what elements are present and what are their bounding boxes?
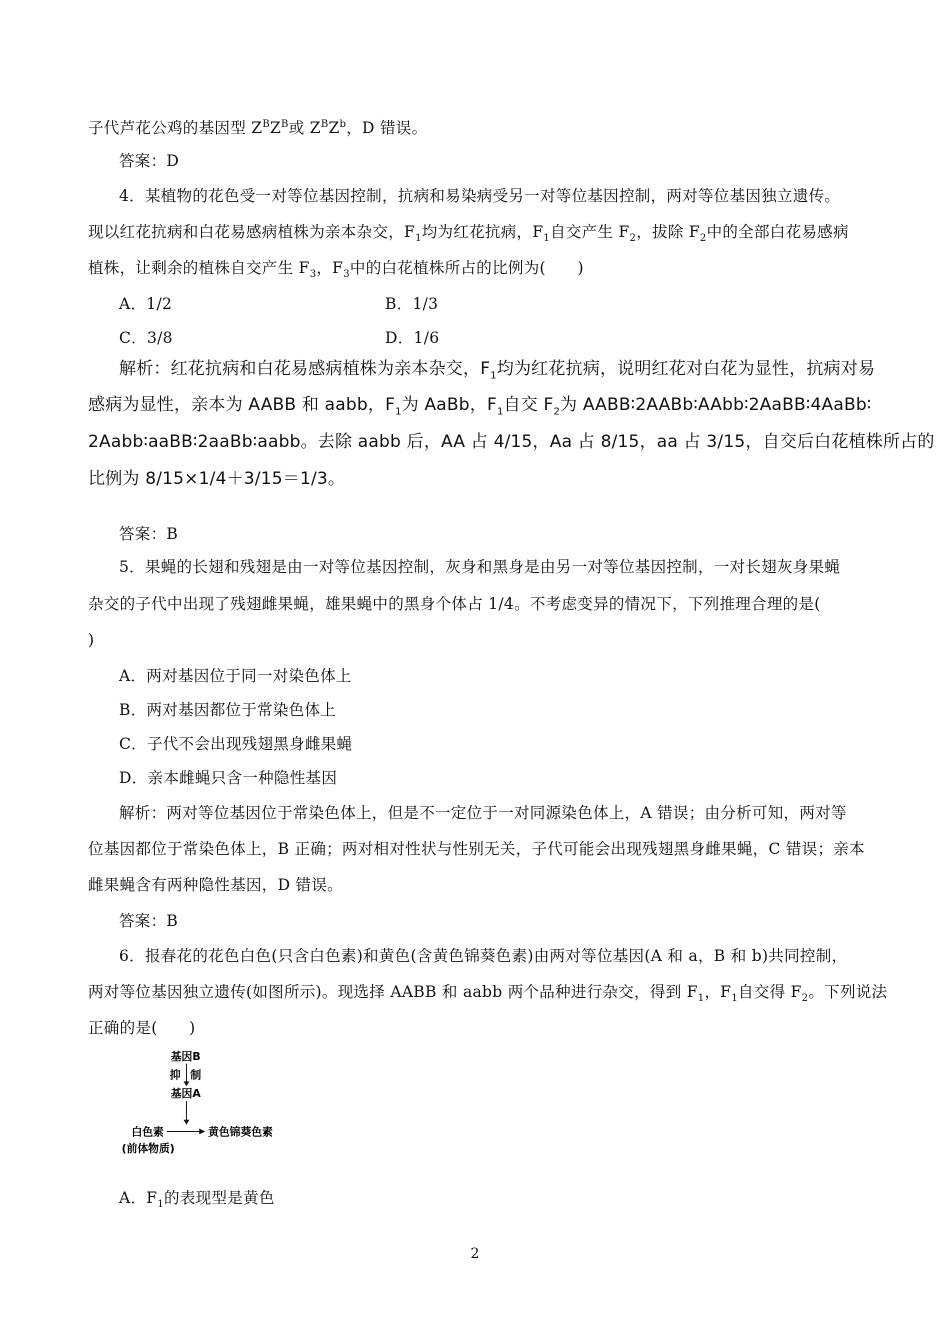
q6-stem-line-1: 6．报春花的花色白色(只含白色素)和黄色(含黄色锦葵色素)由两对等位基因(A 和 a，B 和 b)共同控制，: [119, 947, 848, 965]
q5-option-a: A．两对基因位于同一对染色体上: [119, 667, 352, 685]
q5-explanation-line-1: 解析：两对等位基因位于常染色体上，但是不一定位于一对同源染色体上，A 错误；由分析可知，两对等: [119, 804, 847, 822]
q4-answer: 答案：B: [119, 525, 179, 543]
q5-stem-line-2: 杂交的子代中出现了残翅雌果蝇，雄果蝇中的黑身个体占 1/4。不考虑变异的情况下，下列推理合理的是(: [88, 595, 821, 613]
q6-option-a: A．$F_1$的表现型是黄色: [119, 1189, 275, 1211]
q5-stem-line-1: 5．果蝇的长翅和残翅是由一对等位基因控制，灰身和黑身是由另一对等位基因控制，一对长翅灰身果蝇: [119, 558, 841, 576]
yellow-pigment-label: 黄色锦葵色素: [208, 1125, 273, 1139]
catalyze-arrowhead: [184, 1120, 190, 1125]
q4-explanation-line-4: 比例为 8/15×1/4＋3/15＝1/3。: [88, 469, 346, 489]
gene-b-label: 基因B: [170, 1049, 201, 1063]
pathway-diagram: [112, 1048, 312, 1158]
q5-explanation-line-3: 雌果蝇含有两种隐性基因，D 错误。: [88, 876, 343, 894]
q5-option-b: B．两对基因都位于常染色体上: [119, 701, 337, 719]
q6-stem-line-2: 两对等位基因独立遗传(如图所示)。现选择 AABB 和 aabb 两个品种进行杂交，得到 $F_1$，$F_1$自交得 $F_2$。下列说法: [88, 983, 888, 1005]
inhibit-label-1: 抑: [169, 1068, 181, 1082]
q4-option-a: A．1/2: [119, 295, 173, 313]
q5-explanation-line-2: 位基因都位于常染色体上，B 正确；两对相对性状与性别无关，子代可能会出现残翅黑身雌果蝇，C 错误；亲本: [88, 840, 865, 858]
q4-stem-line-3: 植株，让剩余的植株自交产生 $F_3$，$F_3$中的白花植株所占的比例为( ): [88, 259, 584, 281]
q4-stem-line-1: 4．某植物的花色受一对等位基因控制，抗病和易染病受另一对等位基因控制，两对等位基因独立遗传。: [119, 187, 841, 205]
precursor-label: (前体物质): [121, 1142, 175, 1156]
gene-a-label: 基因A: [170, 1087, 201, 1101]
q4-option-c: C．3/8: [119, 329, 173, 347]
q4-explanation-line-3: 2Aabb∶aaBB∶2aaBb∶aabb。去除 aabb 后，AA 占 4/15，Aa 占 8/15，aa 占 3/15，自交后白花植株所占的: [88, 432, 935, 452]
inhibit-label-2: 制: [190, 1068, 202, 1082]
q3-answer: 答案：D: [119, 152, 180, 170]
q4-explanation-line-1: 解析：红花抗病和白花易感病植株为亲本杂交，$F_1$均为红花抗病，说明红花对白花为显性，抗病对易: [119, 359, 876, 382]
q5-option-c: C．子代不会出现残翅黑身雌果蝇: [119, 735, 353, 753]
reaction-arrowhead: [199, 1129, 205, 1135]
q6-stem-line-3: 正确的是( ): [88, 1019, 196, 1037]
q5-answer: 答案：B: [119, 912, 179, 930]
q4-stem-line-2: 现以红花抗病和白花易感病植株为亲本杂交，$F_1$均为红花抗病，$F_1$自交产生 $F_2$，拔除 $F_2$中的全部白花易感病: [88, 223, 849, 245]
q4-option-d: D．1/6: [385, 329, 440, 347]
q4-option-b: B．1/3: [385, 295, 439, 313]
q5-stem-line-3: ): [88, 631, 95, 649]
inhibit-arrowhead: [184, 1081, 190, 1086]
q3-explanation-tail: 子代芦花公鸡的基因型 $Z^BZ^B$或 $Z^BZ^b$，D 错误。: [88, 118, 428, 137]
q4-explanation-line-2: 感病为显性，亲本为 AABB 和 aabb，$F_1$为 AaBb，$F_1$自交 $F_2$为 AABB∶2AABb∶AAbb∶2AaBB∶4AaBb∶: [88, 395, 872, 418]
white-pigment-label: 白色素: [131, 1125, 164, 1139]
q4-options-row-2: [119, 328, 440, 348]
q5-option-d: D．亲本雌蝇只含一种隐性基因: [119, 769, 338, 787]
page-number: 2: [470, 1246, 480, 1262]
q4-options-row-1: [119, 294, 439, 314]
